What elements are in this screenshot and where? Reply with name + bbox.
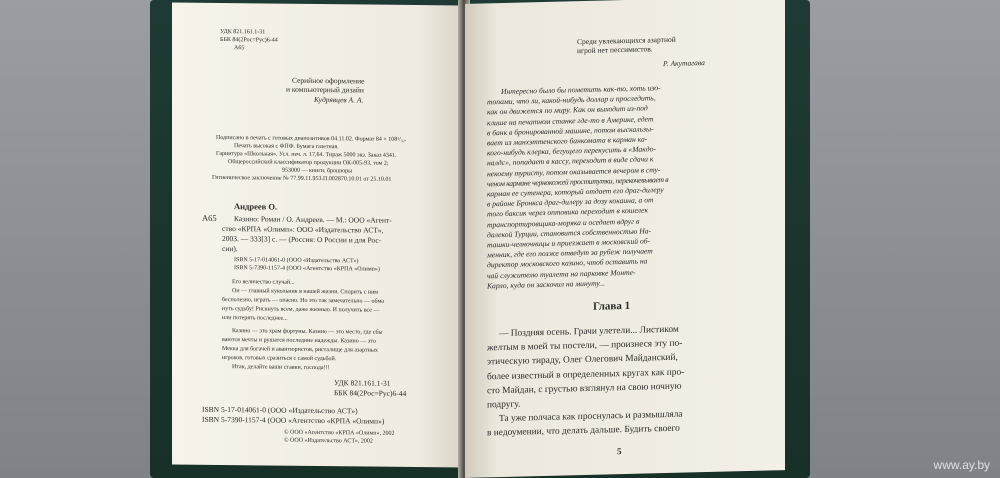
copyright-line: © ООО «Издательство АСТ», 2002 <box>284 437 373 445</box>
intro-line: Интересно было бы пометить как-то, хоть изо- <box>501 83 661 97</box>
intro-line: в районе Бронкса драг-дилеру за дозу кокаина, а от <box>487 195 654 209</box>
code-top: А65 <box>234 45 245 52</box>
intro-line: ченом кармане чернокожей проститутки, перекочевывает в <box>487 174 669 189</box>
intro-line: как он движется по миру. Как он выходит из-под <box>487 103 648 117</box>
chapter-line: более известный в определенных кругах как про- <box>487 367 685 382</box>
watermark-text: www.ay.by <box>933 458 990 472</box>
imprint-line: Печать высокая с ФПФ. Бумага газетная. <box>234 143 339 151</box>
imprint-line: Гарнитура «Школьная». Усл. печ. л. 17,64. Тираж 5000 экз. Заказ 4341. <box>216 150 397 159</box>
chapter-title: Глава 1 <box>593 299 631 313</box>
epigraph-author: Р. Акутагава <box>663 58 705 69</box>
isbn-bottom-line: ISBN 5-7390-1157-4 (ООО «Агентство «КРПА «Олимп») <box>202 414 385 426</box>
intro-line: карман ее сутенера, который отдает его драг-дилеру <box>487 185 664 199</box>
copyright-line: © ООО «Агентство «КРПА «Олимп», 2002 <box>284 429 395 437</box>
imprint-line: Гигиеническое заключение № 77.99.11.953.П.002870.10.01 от 25.10.01 <box>212 174 392 183</box>
intro-line: налдс», попадает в кассу, переходит в виде сдачи к <box>487 154 654 168</box>
bbk-top: ББК 84(2Рос=Рус)6-44 <box>220 36 278 44</box>
isbn-bottom-line: ISBN 5-17-014061-0 (ООО «Издательство АСТ») <box>202 404 358 416</box>
annotation-line: нуть судьбу! Рискнуть всем, даже жизнью. И получить все — <box>222 306 380 314</box>
intro-line: чай служителю туалета на парковке Монте- <box>487 267 636 280</box>
annotation-line: Мекка для богачей и авантюристов, ристалище для азартных <box>222 346 378 354</box>
catalog-code: А65 <box>202 212 217 223</box>
design-credit-1: Серийное оформление <box>292 75 365 86</box>
intro-line: некоему туристу, потом оказывается вечером в сту- <box>487 164 661 178</box>
intro-line: менник, где его позже отведут за рубеж получает <box>487 246 653 260</box>
chapter-line: Та уже полчаса как проснулась и размышляла <box>499 409 683 425</box>
chapter-line: сто Майдан, с грустью взглянул на свою ночную <box>487 381 682 397</box>
intro-line: того баксик через оптовика переходит в кошелек <box>487 205 649 219</box>
chapter-line: этическую тираду, Олег Олегович Майданский, <box>487 353 678 368</box>
isbn-line: ISBN 5-17-014061-0 (ООО «Издательство АСТ») <box>234 257 359 265</box>
intro-line: в банк в бронированной машине, потом выскальзы- <box>487 124 654 138</box>
design-credit-2: и компьютерный дизайн <box>286 84 364 95</box>
catalog-line: 2003. — 333[3] с. — (Россия: О России и для Рос- <box>222 234 382 245</box>
udk-bottom: УДК 821.161.1-31 <box>334 378 391 388</box>
imprint-line: 953000 — книги, брошюры <box>282 167 353 175</box>
chapter-line: в недоумении, что делать дальше. Будить своего <box>487 424 680 439</box>
intro-line: Карло, куда он заскочил на минуту... <box>487 278 605 291</box>
chapter-line: — Поздняя осень. Грачи улетели... Листиком <box>499 324 679 340</box>
annotation-line: Итак, делайте ваши ставки, господа!!! <box>232 364 330 372</box>
right-page-lower <box>465 0 785 478</box>
annotation-line: Он — главный кукольник в нашей жизни. Спорить с ним <box>232 288 379 296</box>
epigraph-line: игрой нет пессимистов. <box>577 44 653 56</box>
chapter-line: желтым в моей ты постели, — произнеся эту по- <box>487 338 683 354</box>
annotation-line: игроков, готовых сразиться с самой судьбой. <box>222 355 337 363</box>
annotation-line: Его величество случай... <box>232 279 295 286</box>
intro-line: кого-нибудь клерка, бегущего перекусить в «Макдо- <box>487 144 656 158</box>
catalog-line: ство «КРПА «Олимп»: ООО «Издательство АСТ», <box>222 224 384 235</box>
annotation-line: или потерять последнее... <box>222 315 288 322</box>
intro-line: вает из манхэттенского банкомата в карман ка- <box>487 134 648 148</box>
intro-line: транспортировщика-моряка и оседает вдруг в <box>487 216 640 229</box>
intro-line: директор московского казино, чтоб оставить на <box>487 256 648 270</box>
intro-line: клише на печатном станке где-то в Америке, едет <box>487 113 654 127</box>
intro-line: топами, что ли, какой-нибудь доллар и проследить, <box>487 93 656 107</box>
annotation-line: ваются мечты и рушатся последние надежды. Казино — это <box>222 337 376 345</box>
imprint-line: Подписано в печать с готовых диапозитивов 04.11.02. Формат 84 × 108¹/₃₂. <box>216 134 407 143</box>
catalog-line: сии). <box>222 244 238 254</box>
annotation-line: бесполезно, играть — опасно. Но это так замечательно — обма <box>222 297 384 305</box>
udk-top: УДК 821.161.1-31 <box>220 28 266 36</box>
page-number: 5 <box>617 446 622 457</box>
bbk-bottom: ББК 84(2Рос=Рус)6-44 <box>334 388 407 398</box>
isbn-line: ISBN 5-7390-1157-4 (ООО «Агентство «КРПА «Олимп») <box>234 265 380 273</box>
imprint-line: Общероссийский классификатор продукции ОК-005-93, том 2; <box>228 159 389 167</box>
epigraph-line: Среди увлекающихся азартной <box>577 34 676 47</box>
left-page <box>172 2 462 467</box>
annotation-line: Казино — это храм фортуны. Казино — это место, где сбы <box>232 328 383 336</box>
intro-line: ташки-челночницы и приезжает в московский об- <box>487 236 651 250</box>
chapter-line: подругу. <box>487 399 521 411</box>
catalog-line: Казино: Роман / О. Андреев. — М.: ООО «Агент- <box>234 214 392 225</box>
intro-line: далекой Турции, становится собственностью На- <box>487 226 652 240</box>
designer-name: Кудрявцев А. А. <box>314 94 364 105</box>
author-heading: Андреев О. <box>234 201 278 212</box>
